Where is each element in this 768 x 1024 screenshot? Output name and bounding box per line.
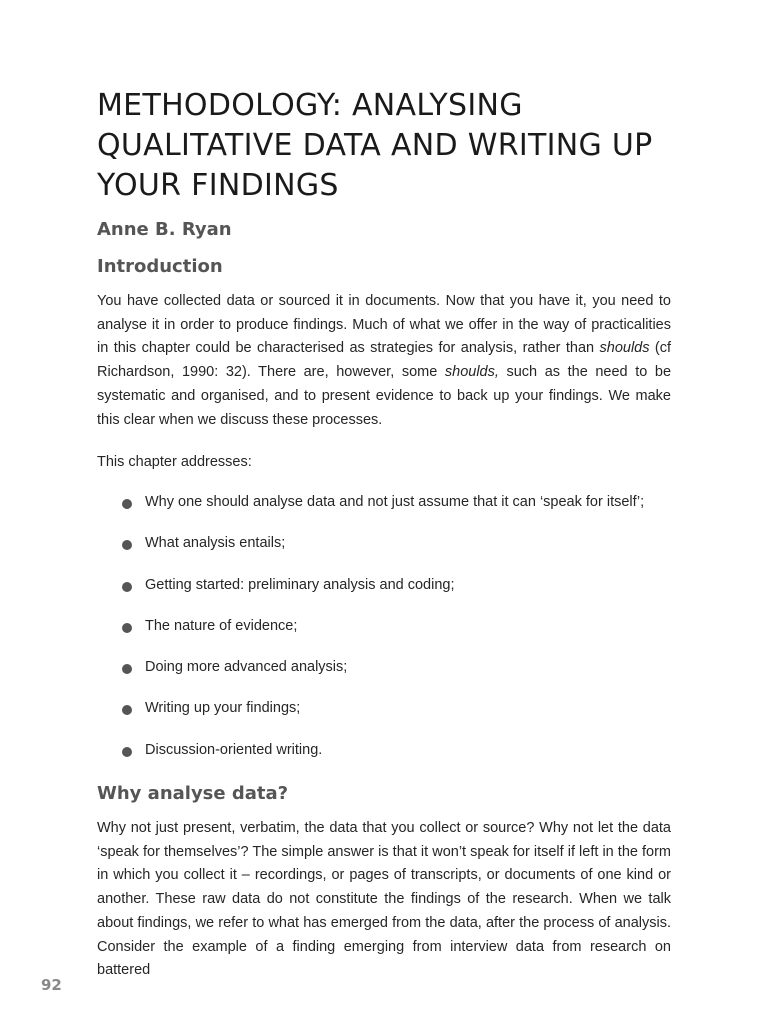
list-item-text: Getting started: preliminary analysis and coding;	[145, 576, 455, 593]
bullet-icon	[122, 582, 132, 592]
page-number: 92	[41, 976, 62, 994]
chapter-topics-list	[97, 491, 644, 780]
title-line: METHODOLOGY: ANALYSING	[97, 88, 523, 123]
why-analyse-paragraph: Why not just present, verbatim, the data that you collect or source? Why not let the data ‘speak for themselves’? The simple answer is that it won’t speak for itself if left in the form in which you collect it – recordings, or pages of transcripts, or documents of one kind or another. These raw data do not constitute the findings of the research. When we talk about findings, we refer to what has emerged from the data, after the process of analysis. Consider the example of a finding emerging from interview data from research on battered	[97, 820, 671, 979]
chapter-title	[97, 86, 671, 206]
introduction-paragraph	[97, 290, 671, 432]
paragraph-text: You have collected data or sourced it in documents. Now that you have it, you need to analyse it in order to produce findings. Much of what we offer in the way of practicalities in this chapter could be characterised as strategies for analysis, rather than	[97, 293, 671, 357]
author-name: Anne B. Ryan	[97, 219, 232, 240]
list-item	[97, 574, 644, 615]
list-item-text: Why one should analyse data and not just assume that it can ‘speak for itself’;	[145, 494, 645, 510]
bullet-icon	[122, 623, 132, 633]
bullet-icon	[122, 540, 132, 550]
list-item	[97, 739, 644, 780]
list-item	[97, 697, 644, 738]
title-line: QUALITATIVE DATA AND WRITING UP	[97, 128, 653, 163]
list-item-text: Doing more advanced analysis;	[145, 659, 348, 676]
list-item-text: Discussion-oriented writing.	[145, 741, 323, 758]
bullet-icon	[122, 705, 132, 715]
bullet-icon	[122, 664, 132, 674]
paragraph-text: such as the need to be systematic and organised, and to present evidence to back up your findings. We make this clear when we discuss these processes.	[97, 364, 672, 428]
bullet-icon	[122, 499, 132, 509]
list-item-text: What analysis entails;	[145, 535, 286, 552]
why-analyse-heading: Why analyse data?	[97, 783, 289, 804]
emphasis-text: shoulds,	[444, 364, 499, 381]
list-item-text: The nature of evidence;	[145, 617, 298, 634]
chapter-addresses-paragraph: This chapter addresses:	[97, 454, 252, 470]
paragraph-text: (cf Richardson, 1990: 32). There are, however, some	[97, 340, 671, 381]
introduction-heading: Introduction	[97, 256, 223, 277]
list-item	[97, 615, 644, 656]
list-item	[97, 656, 644, 697]
title-line: YOUR FINDINGS	[97, 168, 339, 203]
emphasis-text: shoulds	[599, 340, 650, 357]
bullet-icon	[122, 747, 132, 757]
list-item	[97, 491, 644, 532]
list-item	[97, 532, 644, 573]
list-item-text: Writing up your findings;	[145, 700, 301, 717]
